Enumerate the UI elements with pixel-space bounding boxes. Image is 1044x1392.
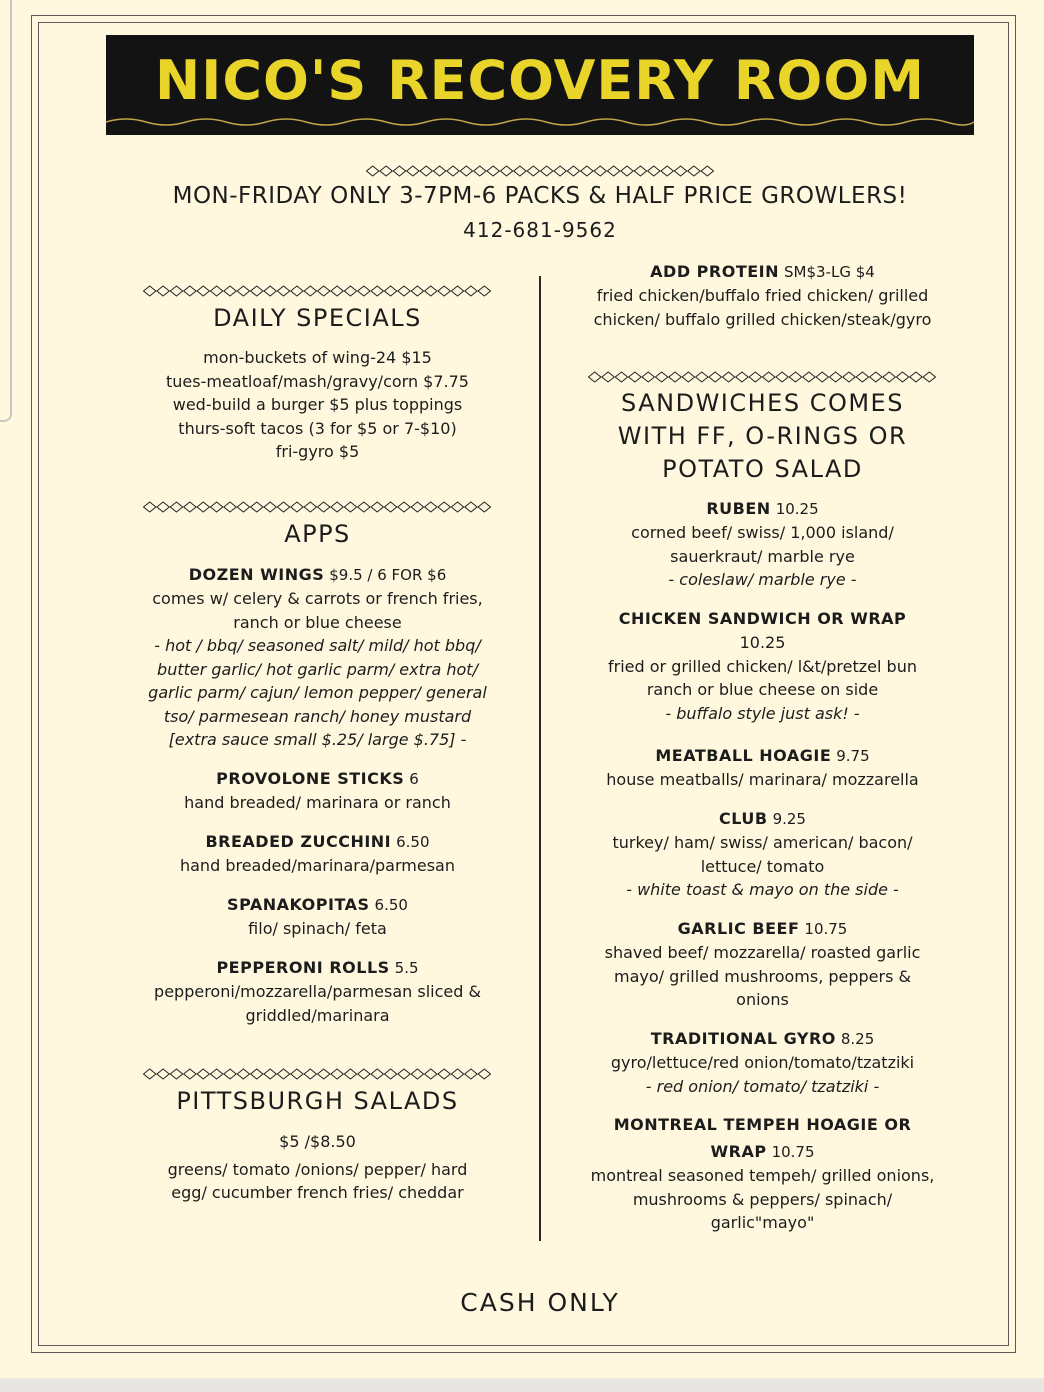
diamond-ornament: [554, 166, 566, 176]
sandwiches-title-line: SANDWICHES COMES: [621, 389, 904, 417]
item-name: WRAP: [710, 1142, 767, 1161]
diamond-ornament: [478, 502, 490, 512]
menu-item-montreal-tempeh: [585, 1113, 940, 1235]
diamond-ornament: [277, 1069, 289, 1079]
item-desc: griddled/marinara: [245, 1005, 390, 1025]
menu-item-dozen-wings: [140, 563, 495, 752]
item-desc: gyro/lettuce/red onion/tomato/tzatziki: [610, 1053, 915, 1072]
item-name: DOZEN WINGS: [188, 565, 325, 584]
special-line: wed-build a burger $5 plus toppings: [172, 395, 463, 414]
diamond-ornament: [304, 286, 316, 296]
diamond-ornament: [803, 372, 815, 382]
diamond-ornament: [318, 502, 330, 512]
salads-title: PITTSBURGH SALADS: [176, 1087, 459, 1115]
item-note: tso/ parmesean ranch/ honey mustard: [163, 706, 472, 726]
item-note: butter garlic/ hot garlic parm/ extra hot/: [157, 659, 478, 679]
diamond-divider-apps: [143, 500, 491, 514]
diamond-ornament: [144, 502, 156, 512]
diamond-ornament: [367, 166, 379, 176]
diamond-ornament: [197, 286, 209, 296]
diamond-ornament: [438, 286, 450, 296]
menu-item-add-protein: [585, 260, 940, 331]
diamond-ornament: [304, 1069, 316, 1079]
cash-only-notice: CASH ONLY: [460, 1288, 620, 1317]
diamond-ornament: [420, 166, 432, 176]
diamond-ornament: [581, 166, 593, 176]
diamond-ornament: [291, 502, 303, 512]
item-name: CLUB: [719, 809, 768, 828]
diamond-ornament: [277, 286, 289, 296]
item-desc: comes w/ celery & carrots or french fries,: [152, 589, 483, 608]
menu-item-meatball-hoagie: [585, 744, 940, 792]
diamond-ornament: [634, 166, 646, 176]
diamond-ornament: [567, 166, 579, 176]
diamond-ornament: [856, 372, 868, 382]
item-desc: fried or grilled chicken/ l&t/pretzel bun: [608, 656, 917, 676]
diamond-ornament: [384, 502, 396, 512]
diamond-ornament: [425, 502, 437, 512]
diamond-divider-salads: [143, 1067, 491, 1081]
diamond-ornament: [251, 1069, 263, 1079]
diamond-ornament: [589, 372, 601, 382]
diamond-ornament: [602, 372, 614, 382]
diamond-ornament: [433, 166, 445, 176]
menu-item-salads: [140, 1130, 495, 1205]
item-price: 8.25: [840, 1030, 875, 1048]
diamond-ornament: [776, 372, 788, 382]
special-line: fri-gyro $5: [275, 442, 360, 461]
diamond-ornament: [621, 166, 633, 176]
item-note: [extra sauce small $.25/ large $.75] -: [168, 730, 467, 749]
item-note: - red onion/ tomato/ tzatziki -: [645, 1076, 880, 1096]
diamond-ornament: [816, 372, 828, 382]
diamond-ornament: [170, 1069, 182, 1079]
diamond-ornament: [709, 372, 721, 382]
diamond-divider-top: [366, 164, 714, 178]
item-desc: montreal seasoned tempeh/ grilled onions,: [590, 1166, 935, 1185]
diamond-ornament: [318, 286, 330, 296]
diamond-ornament: [380, 166, 392, 176]
item-price: 5.5: [394, 959, 419, 977]
diamond-ornament: [661, 166, 673, 176]
item-note: - hot / bbq/ seasoned salt/ mild/ hot bbq/: [154, 636, 481, 655]
item-price: 9.25: [772, 810, 806, 828]
item-desc: ranch or blue cheese on side: [646, 680, 879, 699]
diamond-divider-sandwiches: [588, 370, 936, 384]
item-desc: egg/ cucumber french fries/ cheddar: [171, 1183, 464, 1202]
bottom-bar: [0, 1378, 1044, 1392]
diamond-ornament: [923, 372, 935, 382]
diamond-ornament: [331, 1069, 343, 1079]
item-desc: onions: [736, 990, 789, 1009]
diamond-ornament: [157, 1069, 169, 1079]
diamond-ornament: [291, 286, 303, 296]
diamond-ornament: [371, 286, 383, 296]
diamond-ornament: [438, 502, 450, 512]
special-line: thurs-soft tacos (3 for $5 or 7-$10): [178, 418, 457, 438]
diamond-ornament: [829, 372, 841, 382]
diamond-ornament: [407, 166, 419, 176]
menu-item-provolone-sticks: [140, 767, 495, 815]
diamond-ornament: [358, 286, 370, 296]
diamond-ornament: [344, 502, 356, 512]
menu-item-club: [585, 807, 940, 902]
menu-item-pepperoni-rolls: [140, 956, 495, 1027]
diamond-ornament: [749, 372, 761, 382]
diamond-ornament: [478, 286, 490, 296]
item-name: MONTREAL TEMPEH HOAGIE OR: [613, 1115, 912, 1134]
diamond-ornament: [500, 166, 512, 176]
item-name: BREADED ZUCCHINI: [205, 832, 392, 851]
diamond-ornament: [237, 286, 249, 296]
diamond-ornament: [736, 372, 748, 382]
item-desc: sauerkraut/ marble rye: [670, 546, 855, 566]
item-name: PEPPERONI ROLLS: [216, 958, 390, 977]
menu-item-spanakopitas: [140, 893, 495, 941]
item-name: CHICKEN SANDWICH OR WRAP: [618, 609, 907, 628]
diamond-ornament: [358, 1069, 370, 1079]
item-price: 9.75: [836, 747, 870, 765]
diamond-ornament: [344, 286, 356, 296]
menu-item-breaded-zucchini: [140, 830, 495, 878]
item-desc: shaved beef/ mozzarella/ roasted garlic: [604, 943, 921, 962]
diamond-ornament: [478, 1069, 490, 1079]
item-desc: ranch or blue cheese: [233, 612, 402, 632]
diamond-ornament: [789, 372, 801, 382]
diamond-ornament: [607, 166, 619, 176]
item-name: MEATBALL HOAGIE: [655, 746, 832, 765]
diamond-ornament: [629, 372, 641, 382]
wave-ornament: [106, 115, 974, 129]
diamond-ornament: [224, 502, 236, 512]
diamond-ornament: [210, 286, 222, 296]
item-desc: greens/ tomato /onions/ pepper/ hard: [167, 1159, 468, 1179]
diamond-ornament: [251, 286, 263, 296]
diamond-ornament: [883, 372, 895, 382]
diamond-ornament: [291, 1069, 303, 1079]
diamond-ornament: [722, 372, 734, 382]
diamond-ornament: [514, 166, 526, 176]
diamond-ornament: [594, 166, 606, 176]
diamond-ornament: [398, 1069, 410, 1079]
diamond-ornament: [184, 502, 196, 512]
diamond-ornament: [398, 502, 410, 512]
item-name: GARLIC BEEF: [677, 919, 800, 938]
diamond-ornament: [411, 502, 423, 512]
item-price: SM$3-LG $4: [784, 263, 875, 281]
item-price: 10.25: [775, 500, 819, 518]
window-edge: [0, 0, 12, 422]
item-price: 10.25: [739, 633, 786, 652]
diamond-ornament: [843, 372, 855, 382]
diamond-ornament: [344, 1069, 356, 1079]
item-note: garlic parm/ cajun/ lemon pepper/ general: [148, 683, 487, 702]
diamond-ornament: [184, 1069, 196, 1079]
item-desc: turkey/ ham/ swiss/ american/ bacon/: [612, 833, 913, 852]
item-name: ADD PROTEIN: [650, 262, 780, 281]
diamond-ornament: [541, 166, 553, 176]
item-note: - white toast & mayo on the side -: [626, 880, 899, 899]
diamond-ornament: [425, 286, 437, 296]
diamond-ornament: [251, 502, 263, 512]
diamond-ornament: [144, 1069, 156, 1079]
diamond-ornament: [197, 1069, 209, 1079]
diamond-ornament: [451, 286, 463, 296]
diamond-ornament: [648, 166, 660, 176]
item-desc: fried chicken/buffalo fried chicken/ grilled: [596, 286, 929, 305]
item-desc: house meatballs/ marinara/ mozzarella: [606, 770, 919, 789]
diamond-ornament: [144, 286, 156, 296]
diamond-ornament: [237, 1069, 249, 1079]
diamond-ornament: [277, 502, 289, 512]
diamond-ornament: [763, 372, 775, 382]
item-price: $5 /$8.50: [279, 1132, 356, 1151]
item-price: $9.5 / 6 FOR $6: [329, 566, 447, 584]
menu-item-ruben: [585, 497, 940, 592]
item-name: SPANAKOPITAS: [227, 895, 370, 914]
promo-line: MON-FRIDAY ONLY 3-7PM-6 PACKS & HALF PRICE GROWLERS!: [172, 183, 908, 209]
diamond-ornament: [304, 502, 316, 512]
diamond-ornament: [910, 372, 922, 382]
diamond-ornament: [358, 502, 370, 512]
item-desc: chicken/ buffalo grilled chicken/steak/gyro: [593, 309, 932, 329]
item-price: 10.75: [804, 920, 848, 938]
item-name: PROVOLONE STICKS: [216, 769, 405, 788]
diamond-ornament: [157, 286, 169, 296]
diamond-ornament: [318, 1069, 330, 1079]
diamond-ornament: [210, 502, 222, 512]
phone-number: 412-681-9562: [463, 218, 617, 242]
diamond-ornament: [411, 286, 423, 296]
diamond-ornament: [157, 502, 169, 512]
item-desc: hand breaded/marinara/parmesan: [179, 856, 455, 875]
item-price: 10.75: [771, 1143, 815, 1161]
diamond-ornament: [674, 166, 686, 176]
diamond-ornament: [411, 1069, 423, 1079]
menu-item-traditional-gyro: [585, 1027, 940, 1098]
diamond-ornament: [642, 372, 654, 382]
daily-specials-list: [140, 346, 495, 464]
sandwiches-title-line: POTATO SALAD: [662, 455, 863, 483]
title-banner: [106, 35, 974, 135]
diamond-ornament: [237, 502, 249, 512]
diamond-ornament: [669, 372, 681, 382]
diamond-ornament: [870, 372, 882, 382]
item-desc: garlic"mayo": [710, 1213, 815, 1232]
diamond-ornament: [896, 372, 908, 382]
diamond-ornament: [451, 502, 463, 512]
diamond-ornament: [398, 286, 410, 296]
special-line: tues-meatloaf/mash/gravy/corn $7.75: [166, 371, 469, 391]
item-name: TRADITIONAL GYRO: [650, 1029, 836, 1048]
diamond-ornament: [264, 1069, 276, 1079]
diamond-ornament: [688, 166, 700, 176]
item-desc: filo/ spinach/ feta: [248, 919, 387, 938]
diamond-ornament: [487, 166, 499, 176]
menu-item-chicken-sandwich: [585, 607, 940, 725]
diamond-ornament: [371, 502, 383, 512]
diamond-ornament: [655, 372, 667, 382]
diamond-ornament: [438, 1069, 450, 1079]
diamond-ornament: [197, 502, 209, 512]
item-name: RUBEN: [706, 499, 771, 518]
diamond-ornament: [465, 1069, 477, 1079]
diamond-ornament: [384, 1069, 396, 1079]
diamond-ornament: [384, 286, 396, 296]
item-note: - buffalo style just ask! -: [665, 703, 860, 723]
column-divider: [539, 276, 541, 1241]
diamond-ornament: [224, 1069, 236, 1079]
diamond-divider-specials: [143, 284, 491, 298]
item-desc: pepperoni/mozzarella/parmesan sliced &: [154, 982, 481, 1001]
diamond-ornament: [264, 502, 276, 512]
diamond-ornament: [170, 286, 182, 296]
diamond-ornament: [331, 502, 343, 512]
item-desc: hand breaded/ marinara or ranch: [184, 793, 451, 812]
daily-specials-title: DAILY SPECIALS: [213, 304, 422, 332]
diamond-ornament: [465, 286, 477, 296]
restaurant-name: NICO'S RECOVERY ROOM: [155, 49, 925, 112]
diamond-ornament: [460, 166, 472, 176]
diamond-ornament: [465, 502, 477, 512]
special-line: mon-buckets of wing-24 $15: [203, 348, 432, 367]
diamond-ornament: [184, 286, 196, 296]
apps-title: APPS: [284, 520, 351, 548]
diamond-ornament: [696, 372, 708, 382]
diamond-ornament: [210, 1069, 222, 1079]
diamond-ornament: [615, 372, 627, 382]
diamond-ornament: [264, 286, 276, 296]
diamond-ornament: [474, 166, 486, 176]
item-desc: mushrooms & peppers/ spinach/: [632, 1189, 893, 1209]
item-desc: lettuce/ tomato: [700, 856, 825, 876]
diamond-ornament: [682, 372, 694, 382]
diamond-ornament: [451, 1069, 463, 1079]
diamond-ornament: [170, 502, 182, 512]
diamond-ornament: [447, 166, 459, 176]
sandwiches-title: [585, 387, 940, 486]
item-price: 6.50: [374, 896, 408, 914]
item-price: 6.50: [396, 833, 430, 851]
sandwiches-title-line: WITH FF, O-RINGS OR: [617, 422, 908, 450]
item-price: 6: [409, 770, 419, 788]
item-note: - coleslaw/ marble rye -: [668, 570, 857, 589]
diamond-ornament: [701, 166, 713, 176]
item-desc: corned beef/ swiss/ 1,000 island/: [631, 523, 894, 542]
diamond-ornament: [224, 286, 236, 296]
item-desc: mayo/ grilled mushrooms, peppers &: [613, 966, 911, 986]
menu-item-garlic-beef: [585, 917, 940, 1012]
diamond-ornament: [371, 1069, 383, 1079]
diamond-ornament: [393, 166, 405, 176]
diamond-ornament: [527, 166, 539, 176]
diamond-ornament: [425, 1069, 437, 1079]
diamond-ornament: [331, 286, 343, 296]
